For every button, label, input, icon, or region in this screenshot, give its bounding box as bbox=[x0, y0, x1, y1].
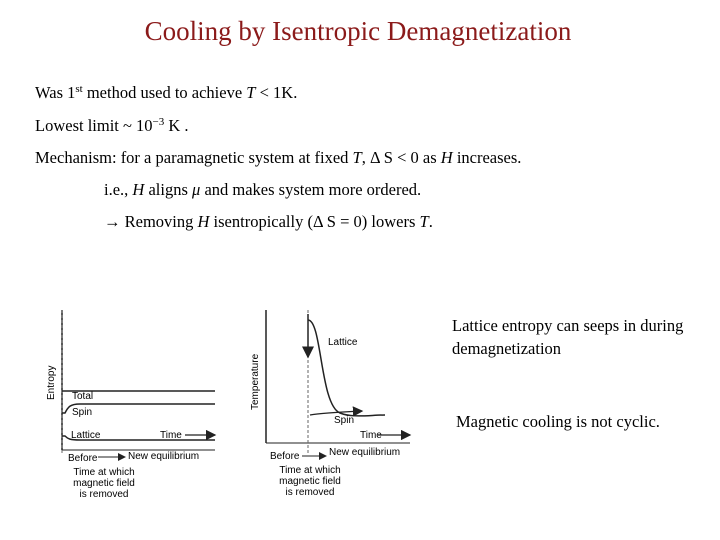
text: aligns bbox=[144, 180, 193, 199]
line-mechanism bbox=[35, 148, 521, 168]
spin-label: Spin bbox=[334, 415, 355, 426]
text: increases. bbox=[452, 148, 522, 167]
note-lattice-entropy: Lattice entropy can seeps in during demagnetization bbox=[452, 316, 684, 358]
lattice-label: Lattice bbox=[71, 430, 101, 441]
time-at-which-3: is removed bbox=[79, 489, 129, 500]
text: isentropically (Δ S = 0) lowers bbox=[209, 212, 420, 231]
text: Was 1 bbox=[35, 83, 76, 102]
total-label: Total bbox=[72, 391, 94, 402]
new-equilibrium-label: New equilibrium bbox=[128, 451, 200, 462]
note-not-cyclic: Magnetic cooling is not cyclic. bbox=[456, 412, 660, 431]
text: i.e., bbox=[104, 180, 133, 199]
superscript: st bbox=[75, 83, 83, 95]
text: → Removing bbox=[104, 212, 198, 231]
lattice-temperature-curve bbox=[308, 320, 385, 416]
text: and makes system more ordered. bbox=[200, 180, 422, 199]
variable-H: H bbox=[197, 212, 210, 231]
time-at-which-1: Time at which bbox=[73, 467, 135, 478]
line-ie-aligns bbox=[104, 180, 421, 200]
line-first-method bbox=[35, 83, 297, 103]
text: Mechanism: for a paramagnetic system at fixed bbox=[35, 148, 353, 167]
before-label: Before bbox=[270, 451, 300, 462]
entropy-panel bbox=[46, 310, 215, 500]
temperature-axis-label: Temperature bbox=[250, 353, 261, 410]
lattice-label: Lattice bbox=[328, 337, 358, 348]
variable-mu: μ bbox=[192, 180, 201, 199]
entropy-axis-label: Entropy bbox=[46, 365, 57, 400]
demagnetization-figure bbox=[40, 305, 420, 510]
new-equilibrium-label: New equilibrium bbox=[329, 447, 401, 458]
temperature-panel bbox=[250, 310, 410, 498]
before-label: Before bbox=[68, 453, 98, 464]
variable-T: T bbox=[352, 148, 362, 167]
text: Lowest limit ~ 10 bbox=[35, 116, 153, 135]
time-at-which-3: is removed bbox=[285, 487, 335, 498]
line-removing-H bbox=[104, 212, 433, 232]
text: < 1K. bbox=[255, 83, 298, 102]
time-at-which-1: Time at which bbox=[279, 465, 341, 476]
text: . bbox=[428, 212, 433, 231]
text: method used to achieve bbox=[82, 83, 247, 102]
variable-T: T bbox=[419, 212, 429, 231]
text: , Δ S < 0 as bbox=[361, 148, 441, 167]
spin-label: Spin bbox=[72, 407, 93, 418]
time-label: Time bbox=[360, 430, 382, 441]
time-at-which-2: magnetic field bbox=[73, 478, 135, 489]
line-lowest-limit bbox=[35, 116, 189, 136]
superscript: −3 bbox=[152, 116, 165, 128]
time-label: Time bbox=[160, 430, 182, 441]
variable-H: H bbox=[132, 180, 145, 199]
time-at-which-2: magnetic field bbox=[279, 476, 341, 487]
text: K . bbox=[164, 116, 189, 135]
variable-T: T bbox=[246, 83, 256, 102]
slide-title: Cooling by Isentropic Demagnetization bbox=[144, 16, 572, 46]
variable-H: H bbox=[440, 148, 453, 167]
